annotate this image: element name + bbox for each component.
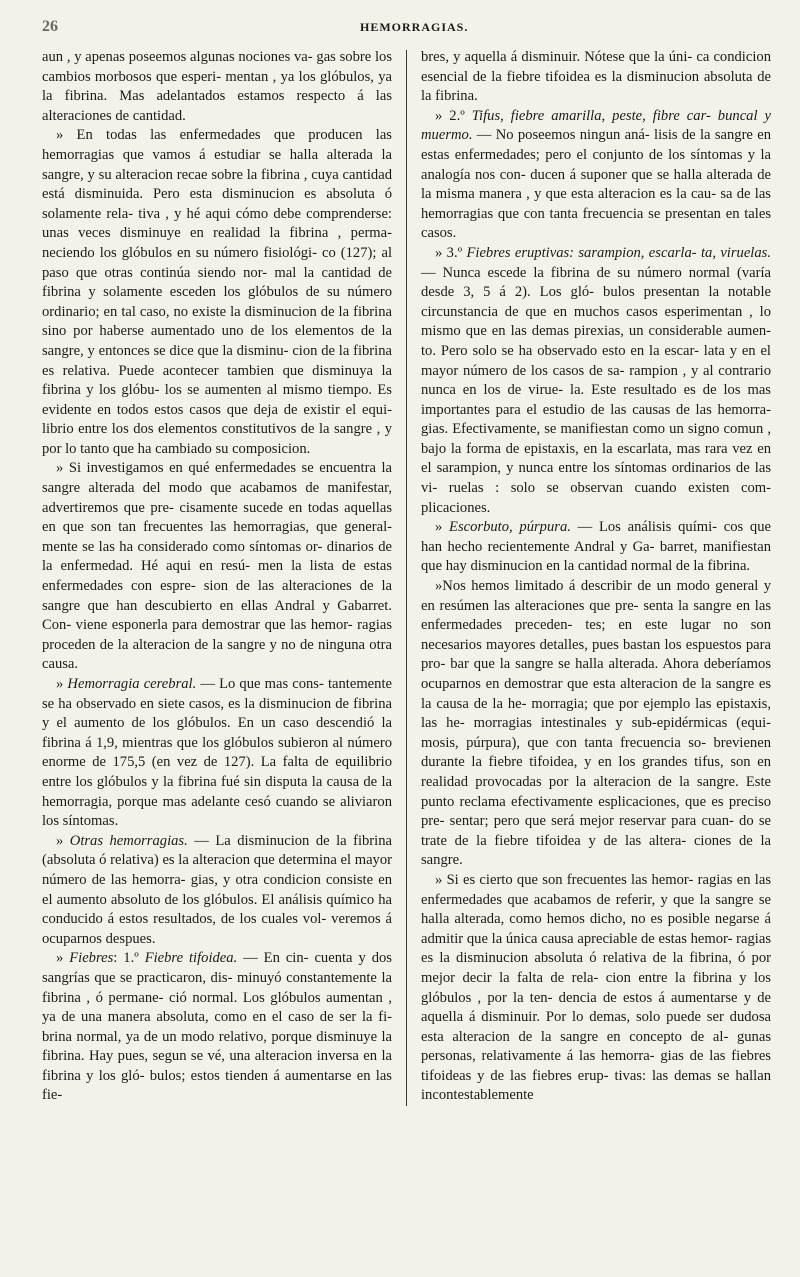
- page-header: [42, 18, 778, 42]
- section-heading: Tifus, fiebre amarilla, peste, fibre car- buncal y muermo.: [421, 107, 771, 144]
- text-run: » Si es cierto que son frecuentes las hemor- ragias en las enfermedades que acabamos de referir, y que la sangre se halla alterada, como hemos dicho, no es posible negarse á admitir que la única causa apreciable de estas hemor- ragias es la disminucion absoluta ó relativa de la fibrina, ó por mejor decir la falta de rela- cion entre la fibrina y los glóbulos , por la ten- dencia de estos á aumentarse y de aquella á disminuir. Por lo demas, solo puede ser dudosa esta alteracion de la sangre en concepto de al- gunas personas, relativamente á las hemorra- gias de las fiebres tifoideas y de las fiebres erup- tivas: las demas se hallan incontestablemente: [421, 871, 771, 1104]
- paragraph: [421, 107, 771, 244]
- text-run: » En todas las enfermedades que producen las hemorragias que vamos á estudiar se halla alterada la sangre, y su alteracion recae sobre la fibrina , cuya cantidad está disminuida. Pero esta disminucion es absoluta ó solamente rela- tiva , y hé aqui cómo debe comprenderse: unas veces disminuye en realidad la fibrina , perma- neciendo los glóbulos en su número fisiológi- co (127); al paso que otras continúa siendo nor- mal la cantidad de fibrina y solamente esceden los glóbulos de su número ordinario; en tal caso, no existe la disminucion de la fibrina sino por haberse aumentado uno de los elementos de la sangre, y entonces se dice que la disminu- cion de la fibrina es relativa. Puede acontecer tambien que disminuya la fibrina y los glóbu- los se aumenten al mismo tiempo. Es evidente en todos estos casos que deja de existir el equi- librio entre los dos elementos constitutivos de la sangre , y por lo tanto que ha cambiado su composicion.: [42, 127, 392, 457]
- text-run: — Nunca escede la fibrina de su número normal (varía desde 3, 5 á 2). Los gló- bulos presentan la notable circunstancia de que en muchos casos esperimentan , lo mismo que en las demas pirexias, un considerable aumen- to. Pero solo se ha observado esto en la escar- lata y en el mayor número de los casos de sa- rampion , y al contrario nunca en los de virue- la. Este resultado es de los mas importantes para el estudio de las causas de las hemorra- gias. Efectivamente, se manifiestan como un signo comun , bajo la forma de epistaxis, en la escarlata, mas rara vez en el sarampion, y nunca entre los síntomas ordinarios de las vi- ruelas : solo se observan cuando existen com- plicaciones.: [421, 264, 771, 516]
- text-run: bres, y aquella á disminuir. Nótese que la úni- ca condicion esencial de la fiebre tifoidea es la disminucion absoluta de la fibrina.: [421, 49, 771, 105]
- text-run: »: [56, 676, 68, 692]
- paragraph: [421, 244, 771, 518]
- text-run: »: [56, 832, 70, 849]
- paragraph: [42, 459, 392, 675]
- section-heading: Hemorragia cerebral.: [67, 676, 197, 692]
- text-run: » 2.º: [435, 107, 472, 124]
- paragraph: [421, 48, 771, 107]
- running-head: HEMORRAGIAS.: [360, 20, 469, 34]
- left-column: [42, 48, 392, 1106]
- text-run: » 3.º: [435, 244, 467, 261]
- text-run: »Nos hemos limitado á describir de un modo general y en resúmen las alteraciones que pre- senta la sangre en las enfermedades preceden- tes; en este lugar no son necesarios mayores detalles, pues bastan los espuestos para pro- bar que la sangre se halla alterada. Ahora deberíamos ocuparnos en demostrar que esta alteracion de la sangre es la causa de la he- morragia; que por ejemplo las epistaxis, las he- morragias intestinales y sub-epidérmicas (equi- mosis, púrpura), que con tanta frecuencia so- brevienen durante la fiebre tifoidea, y en los grandes tifus, son en realidad provocadas por la alteracion de la sangre. Este punto reclama efectivamente esplicaciones, que es preciso pre- sentar; pero que será mejor reservar para cuan- do se trate de la fiebre tifoidea y de las altera- ciones de la sangre.: [421, 578, 771, 869]
- column-divider: [406, 50, 407, 1106]
- section-heading: Fiebres: [69, 950, 114, 967]
- text-run: »: [56, 950, 70, 967]
- section-heading: Otras hemorragias.: [69, 832, 188, 849]
- page-number: 26: [42, 18, 58, 35]
- text-run: — Los análisis quími- cos que han hecho recientemente Andral y Ga- barret, manifiestan que hay disminucion en la cantidad normal de la fibrina.: [421, 519, 771, 575]
- text-run: aun , y apenas poseemos algunas nociones va- gas sobre los cambios morbosos que esperi- mentan , ya los glóbulos, ya la fibrina. Mas adelantados estamos respecto á las alteraciones de cantidad.: [42, 49, 392, 124]
- section-heading: Fiebres eruptivas: sarampion, escarla- ta, viruelas.: [466, 244, 771, 261]
- paragraph: [42, 832, 392, 950]
- paragraph: [42, 126, 392, 459]
- paragraph: [42, 48, 392, 126]
- paragraph: [42, 949, 392, 1106]
- text-run: — No poseemos ningun aná- lisis de la sangre en estas enfermedades; pero el conjunto de los síntomas y la analogía nos con- ducen á suponer que se halla alterada de la misma manera , y que esta alteracion es la cau- sa de las hemorragias que con tanta frecuencia se presentan en tales casos.: [421, 127, 771, 242]
- text-run: : 1.º: [113, 950, 145, 967]
- text-run: » Si investigamos en qué enfermedades se encuentra la sangre alterada del modo que acabamos de manifestar, advertiremos que pre- cisamente sucede en todas aquellas en que son tan frecuentes las hemorragias, que general- mente se las ha considerado como síntomas or- dinarios de la enfermedad. Hé aqui en resú- men la lista de estas enfermedades con espre- sion de las alteraciones de la sangre que han descubierto en ellas Andral y Gabarret. Con- viene esponerla para demostrar que las hemor- ragias proceden de la alteracion de la sangre y no de ninguna otra causa.: [42, 460, 392, 673]
- paragraph: [421, 871, 771, 1106]
- section-heading: Escorbuto, púrpura.: [449, 519, 571, 536]
- paragraph: [421, 577, 771, 871]
- text-run: — En cin- cuenta y dos sangrías que se practicaron, dis- minuyó constantemente la fibrina , ó permane- ció normal. Los glóbulos aumentan , ya de una manera absoluta, como en el caso de ser la fi- brina normal, ya de un modo relativo, porque disminuye la fibrina. Hay pues, segun se vé, una alteracion inversa en la fibrina y los gló- bulos; estos tienden á aumentarse en las fie-: [42, 950, 392, 1104]
- right-column: [421, 48, 771, 1106]
- text-run: — Lo que mas cons- tantemente se ha observado en siete casos, es la disminucion de fibrina y el aumento de los glóbulos. En un caso descendió la fibrina á 1,9, mientras que los glóbulos subieron al número enorme de 175,5 (en vez de 127). La falta de equilibrio entre los glóbulos y la fibrina fué sin disputa la causa de la hemorragia, porque mas adelante cesó cuando se aliviaron los síntomas.: [42, 676, 392, 830]
- text-run: »: [435, 519, 450, 536]
- paragraph: [42, 675, 392, 832]
- text-columns: [42, 48, 778, 1106]
- section-heading: Fiebre tifoidea.: [144, 950, 238, 967]
- text-run: — La disminucion de la fibrina (absoluta ó relativa) es la alteracion que determina el mayor número de las hemorra- gias, y otra condicion consiste en el aumento absoluto de los glóbulos. El análisis químico ha conducido á estos resultados, de los cuales vol- veremos á ocuparnos despues.: [42, 832, 392, 947]
- paragraph: [421, 518, 771, 577]
